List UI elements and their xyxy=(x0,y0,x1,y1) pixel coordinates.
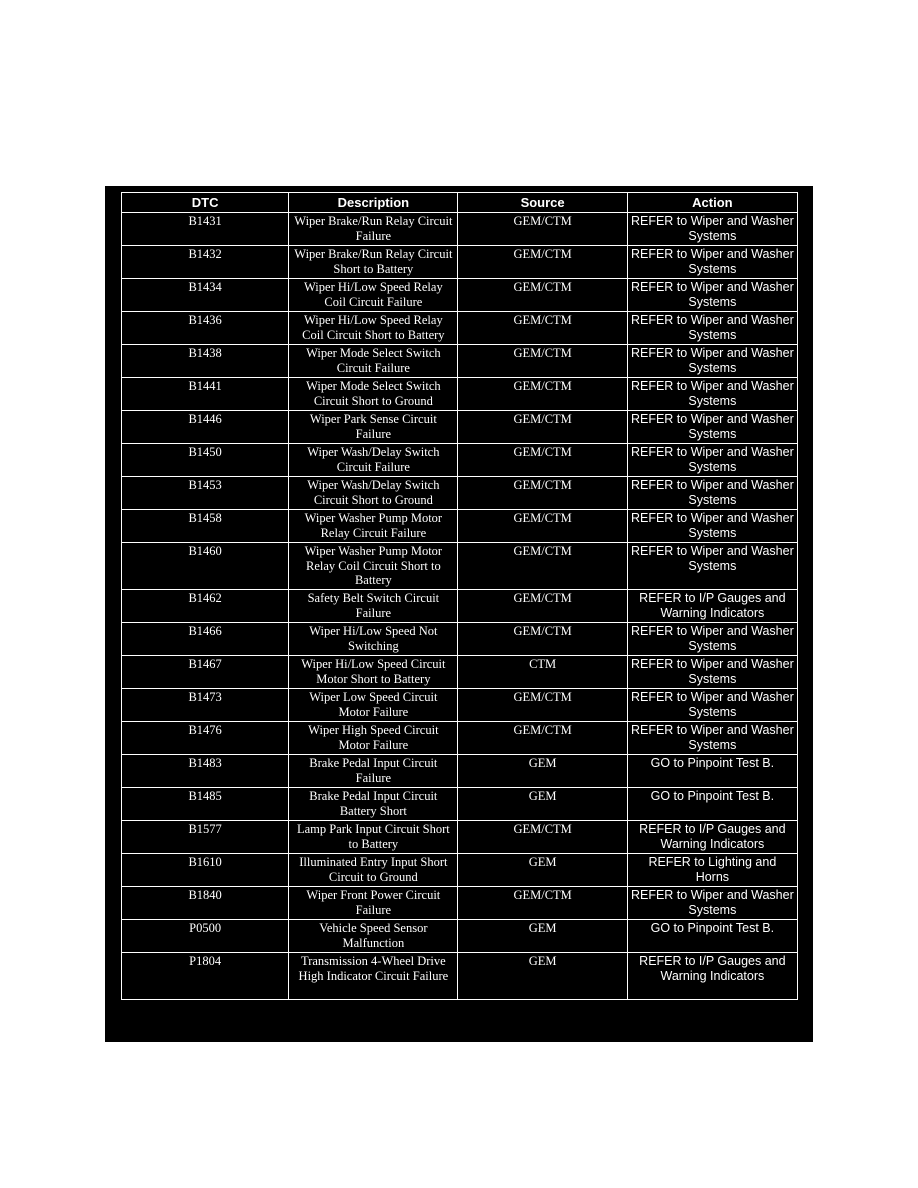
dtc-source: GEM/CTM xyxy=(458,279,627,312)
table-row xyxy=(122,887,798,920)
table-row xyxy=(122,279,798,312)
dtc-source: GEM/CTM xyxy=(458,689,627,722)
dtc-action: REFER to Wiper and Washer Systems xyxy=(627,378,797,411)
dtc-description: Vehicle Speed Sensor Malfunction xyxy=(289,920,458,953)
dtc-action: REFER to Wiper and Washer Systems xyxy=(627,213,797,246)
dtc-description: Wiper Mode Select Switch Circuit Short to Ground xyxy=(289,378,458,411)
dtc-action: REFER to Wiper and Washer Systems xyxy=(627,345,797,378)
dtc-action: GO to Pinpoint Test B. xyxy=(627,755,797,788)
dtc-source: GEM/CTM xyxy=(458,213,627,246)
dtc-code: B1432 xyxy=(122,246,289,279)
dtc-description: Brake Pedal Input Circuit Battery Short xyxy=(289,788,458,821)
dtc-description: Wiper Hi/Low Speed Not Switching xyxy=(289,623,458,656)
dtc-action: GO to Pinpoint Test B. xyxy=(627,920,797,953)
table-row xyxy=(122,788,798,821)
table-row xyxy=(122,656,798,689)
dtc-description: Transmission 4-Wheel Drive High Indicator Circuit Failure xyxy=(289,953,458,1000)
dtc-description: Wiper Front Power Circuit Failure xyxy=(289,887,458,920)
dtc-code: B1467 xyxy=(122,656,289,689)
dtc-description: Safety Belt Switch Circuit Failure xyxy=(289,590,458,623)
dtc-description: Wiper Wash/Delay Switch Circuit Short to Ground xyxy=(289,477,458,510)
dtc-source: GEM xyxy=(458,854,627,887)
dtc-code: B1485 xyxy=(122,788,289,821)
dtc-description: Lamp Park Input Circuit Short to Battery xyxy=(289,821,458,854)
dtc-source: GEM/CTM xyxy=(458,722,627,755)
table-row xyxy=(122,722,798,755)
dtc-description: Wiper Mode Select Switch Circuit Failure xyxy=(289,345,458,378)
dtc-code: B1476 xyxy=(122,722,289,755)
dtc-code: B1436 xyxy=(122,312,289,345)
dtc-action: REFER to Wiper and Washer Systems xyxy=(627,656,797,689)
dtc-action: REFER to Wiper and Washer Systems xyxy=(627,543,797,590)
dtc-description: Wiper Wash/Delay Switch Circuit Failure xyxy=(289,444,458,477)
dtc-action: REFER to Wiper and Washer Systems xyxy=(627,623,797,656)
dtc-action: REFER to Wiper and Washer Systems xyxy=(627,444,797,477)
dtc-description: Wiper Washer Pump Motor Relay Coil Circuit Short to Battery xyxy=(289,543,458,590)
table-row xyxy=(122,953,798,1000)
dtc-action: REFER to I/P Gauges and Warning Indicators xyxy=(627,821,797,854)
dtc-code: P1804 xyxy=(122,953,289,1000)
dtc-source: GEM/CTM xyxy=(458,887,627,920)
dtc-code: B1460 xyxy=(122,543,289,590)
dtc-description: Wiper Hi/Low Speed Circuit Motor Short to Battery xyxy=(289,656,458,689)
table-row xyxy=(122,590,798,623)
dtc-code: B1434 xyxy=(122,279,289,312)
dtc-action: REFER to Wiper and Washer Systems xyxy=(627,411,797,444)
dtc-action: REFER to I/P Gauges and Warning Indicators xyxy=(627,590,797,623)
dtc-table xyxy=(121,192,798,1000)
dtc-description: Wiper Washer Pump Motor Relay Circuit Failure xyxy=(289,510,458,543)
dtc-code: B1450 xyxy=(122,444,289,477)
dtc-source: GEM/CTM xyxy=(458,444,627,477)
dtc-description: Wiper Hi/Low Speed Relay Coil Circuit Short to Battery xyxy=(289,312,458,345)
table-row xyxy=(122,689,798,722)
dtc-code: B1473 xyxy=(122,689,289,722)
dtc-description: Wiper Brake/Run Relay Circuit Short to Battery xyxy=(289,246,458,279)
dtc-action: REFER to Wiper and Washer Systems xyxy=(627,722,797,755)
header-description: Description xyxy=(289,193,458,213)
table-row xyxy=(122,623,798,656)
table-row xyxy=(122,543,798,590)
dtc-code: B1458 xyxy=(122,510,289,543)
table-row xyxy=(122,510,798,543)
dtc-source: GEM/CTM xyxy=(458,246,627,279)
dtc-code: B1431 xyxy=(122,213,289,246)
dtc-table-sheet xyxy=(105,186,813,1042)
dtc-action: GO to Pinpoint Test B. xyxy=(627,788,797,821)
dtc-code: B1438 xyxy=(122,345,289,378)
table-row xyxy=(122,477,798,510)
dtc-action: REFER to Wiper and Washer Systems xyxy=(627,477,797,510)
dtc-description: Wiper High Speed Circuit Motor Failure xyxy=(289,722,458,755)
dtc-action: REFER to Wiper and Washer Systems xyxy=(627,246,797,279)
dtc-source: GEM/CTM xyxy=(458,590,627,623)
dtc-code: B1483 xyxy=(122,755,289,788)
dtc-source: GEM/CTM xyxy=(458,345,627,378)
dtc-code: B1462 xyxy=(122,590,289,623)
dtc-code: B1577 xyxy=(122,821,289,854)
table-row xyxy=(122,213,798,246)
dtc-action: REFER to I/P Gauges and Warning Indicators xyxy=(627,953,797,1000)
dtc-description: Brake Pedal Input Circuit Failure xyxy=(289,755,458,788)
dtc-code: B1610 xyxy=(122,854,289,887)
dtc-source: GEM xyxy=(458,788,627,821)
dtc-code: B1466 xyxy=(122,623,289,656)
dtc-code: B1446 xyxy=(122,411,289,444)
dtc-source: GEM xyxy=(458,920,627,953)
dtc-description: Wiper Park Sense Circuit Failure xyxy=(289,411,458,444)
dtc-source: GEM/CTM xyxy=(458,312,627,345)
dtc-action: REFER to Wiper and Washer Systems xyxy=(627,887,797,920)
table-row xyxy=(122,821,798,854)
dtc-source: GEM/CTM xyxy=(458,623,627,656)
dtc-description: Wiper Hi/Low Speed Relay Coil Circuit Failure xyxy=(289,279,458,312)
dtc-source: GEM/CTM xyxy=(458,411,627,444)
header-source: Source xyxy=(458,193,627,213)
table-row xyxy=(122,312,798,345)
header-action: Action xyxy=(627,193,797,213)
dtc-description: Illuminated Entry Input Short Circuit to Ground xyxy=(289,854,458,887)
table-row xyxy=(122,411,798,444)
dtc-source: GEM xyxy=(458,953,627,1000)
table-row xyxy=(122,854,798,887)
dtc-action: REFER to Wiper and Washer Systems xyxy=(627,689,797,722)
dtc-code: B1840 xyxy=(122,887,289,920)
dtc-source: GEM/CTM xyxy=(458,378,627,411)
table-row xyxy=(122,444,798,477)
dtc-description: Wiper Brake/Run Relay Circuit Failure xyxy=(289,213,458,246)
table-row xyxy=(122,920,798,953)
dtc-action: REFER to Wiper and Washer Systems xyxy=(627,510,797,543)
dtc-source: GEM/CTM xyxy=(458,510,627,543)
table-row xyxy=(122,755,798,788)
dtc-source: GEM xyxy=(458,755,627,788)
dtc-source: CTM xyxy=(458,656,627,689)
dtc-source: GEM/CTM xyxy=(458,821,627,854)
table-row xyxy=(122,246,798,279)
dtc-description: Wiper Low Speed Circuit Motor Failure xyxy=(289,689,458,722)
table-header-row xyxy=(122,193,798,213)
table-row xyxy=(122,345,798,378)
dtc-action: REFER to Lighting and Horns xyxy=(627,854,797,887)
dtc-source: GEM/CTM xyxy=(458,543,627,590)
dtc-action: REFER to Wiper and Washer Systems xyxy=(627,279,797,312)
dtc-code: B1453 xyxy=(122,477,289,510)
dtc-code: B1441 xyxy=(122,378,289,411)
dtc-source: GEM/CTM xyxy=(458,477,627,510)
dtc-action: REFER to Wiper and Washer Systems xyxy=(627,312,797,345)
header-dtc: DTC xyxy=(122,193,289,213)
dtc-code: P0500 xyxy=(122,920,289,953)
table-row xyxy=(122,378,798,411)
